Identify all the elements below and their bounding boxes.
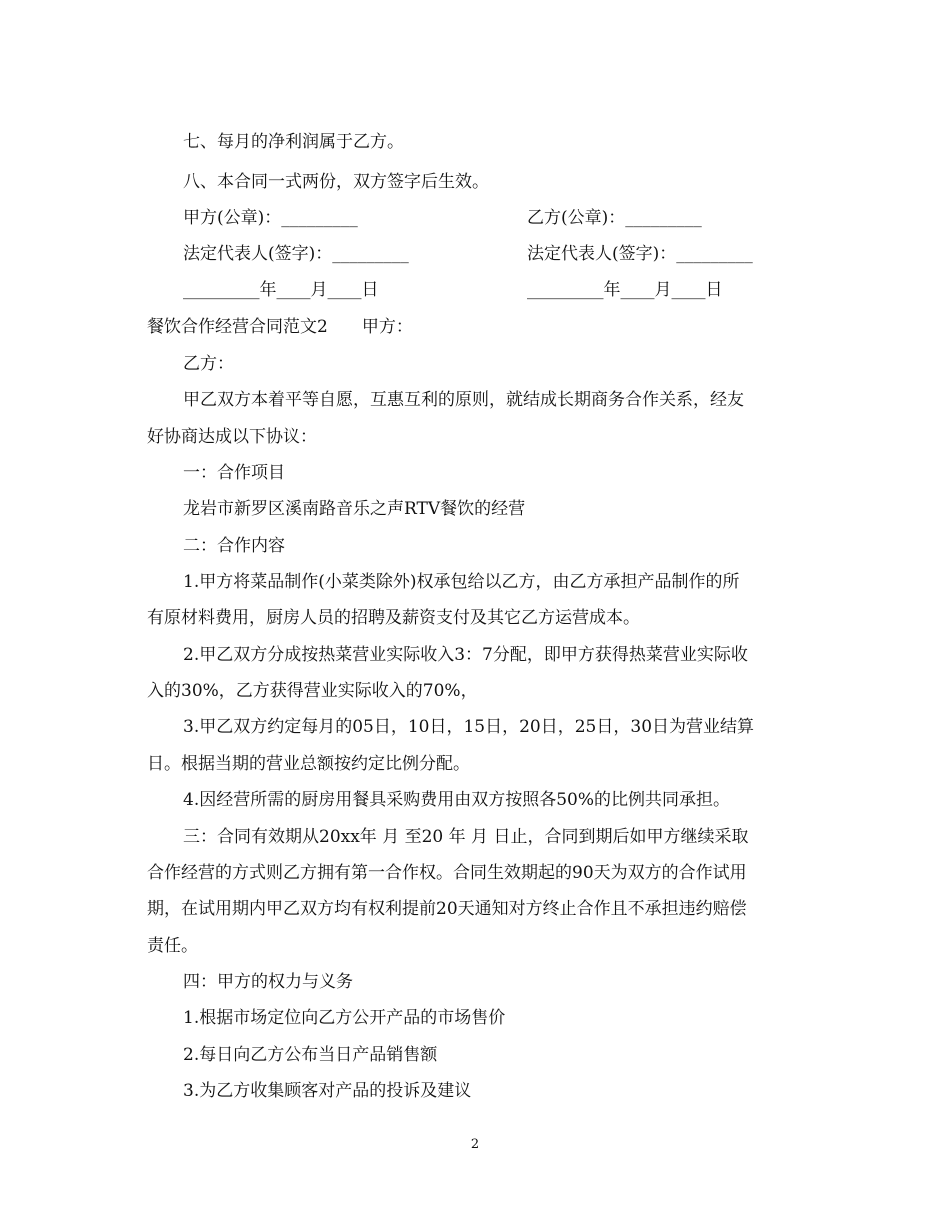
clause-eight: 八、本合同一式两份，双方签字后生效。 <box>183 172 489 192</box>
section-3-line-1: 三：合同有效期从20xx年 月 至20 年 月 日止，合同到期后如甲方继续采取 <box>183 827 749 847</box>
page-number: 2 <box>470 1137 480 1152</box>
contract-title-line: 餐饮合作经营合同范文2 甲方： <box>147 317 413 337</box>
party-b-rep-field: 法定代表人(签字)：_________ <box>527 244 753 264</box>
section-1-heading: 一：合作项目 <box>183 463 285 483</box>
party-b-date-field: _________年____月____日 <box>527 280 723 300</box>
section-3-line-3: 期，在试用期内甲乙双方均有权利提前20天通知对方终止合作且不承担违约赔偿 <box>147 899 747 919</box>
section-2-item-2-line-1: 2.甲乙双方分成按热菜营业实际收入3：7分配，即甲方获得热菜营业实际收 <box>183 645 748 665</box>
section-4-heading: 四：甲方的权力与义务 <box>183 972 353 992</box>
section-2-item-1-line-1: 1.甲方将菜品制作(小菜类除外)权承包给以乙方，由乙方承担产品制作的所 <box>183 572 740 592</box>
party-b-label: 乙方： <box>183 354 234 374</box>
party-a-date-field: _________年____月____日 <box>183 280 379 300</box>
section-2-heading: 二：合作内容 <box>183 536 285 556</box>
intro-line-1: 甲乙双方本着平等自愿，互惠互利的原则，就结成长期商务合作关系，经友 <box>183 390 744 410</box>
section-3-line-4: 责任。 <box>147 936 198 956</box>
section-2-item-3-line-2: 日。根据当期的营业总额按约定比例分配。 <box>147 754 470 774</box>
section-2-item-1-line-2: 有原材料费用，厨房人员的招聘及薪资支付及其它乙方运营成本。 <box>147 608 640 628</box>
section-2-item-4: 4.因经营所需的厨房用餐具采购费用由双方按照各50%的比例共同承担。 <box>183 790 731 810</box>
party-a-rep-field: 法定代表人(签字)：_________ <box>183 244 409 264</box>
party-b-seal-field: 乙方(公章)：_________ <box>527 208 702 228</box>
section-2-item-2-line-2: 入的30%，乙方获得营业实际收入的70%， <box>147 681 478 701</box>
clause-seven: 七、每月的净利润属于乙方。 <box>183 132 404 152</box>
party-a-seal-field: 甲方(公章)：_________ <box>183 208 358 228</box>
section-3-line-2: 合作经营的方式则乙方拥有第一合作权。合同生效期起的90天为双方的合作试用 <box>147 863 747 883</box>
section-4-item-2: 2.每日向乙方公布当日产品销售额 <box>183 1045 438 1065</box>
intro-line-2: 好协商达成以下协议： <box>147 427 317 447</box>
section-1-body: 龙岩市新罗区溪南路音乐之声RTV餐饮的经营 <box>183 499 526 519</box>
section-4-item-3: 3.为乙方收集顾客对产品的投诉及建议 <box>183 1081 472 1101</box>
section-2-item-3-line-1: 3.甲乙双方约定每月的05日，10日，15日，20日，25日，30日为营业结算 <box>183 717 755 737</box>
section-4-item-1: 1.根据市场定位向乙方公开产品的市场售价 <box>183 1008 506 1028</box>
